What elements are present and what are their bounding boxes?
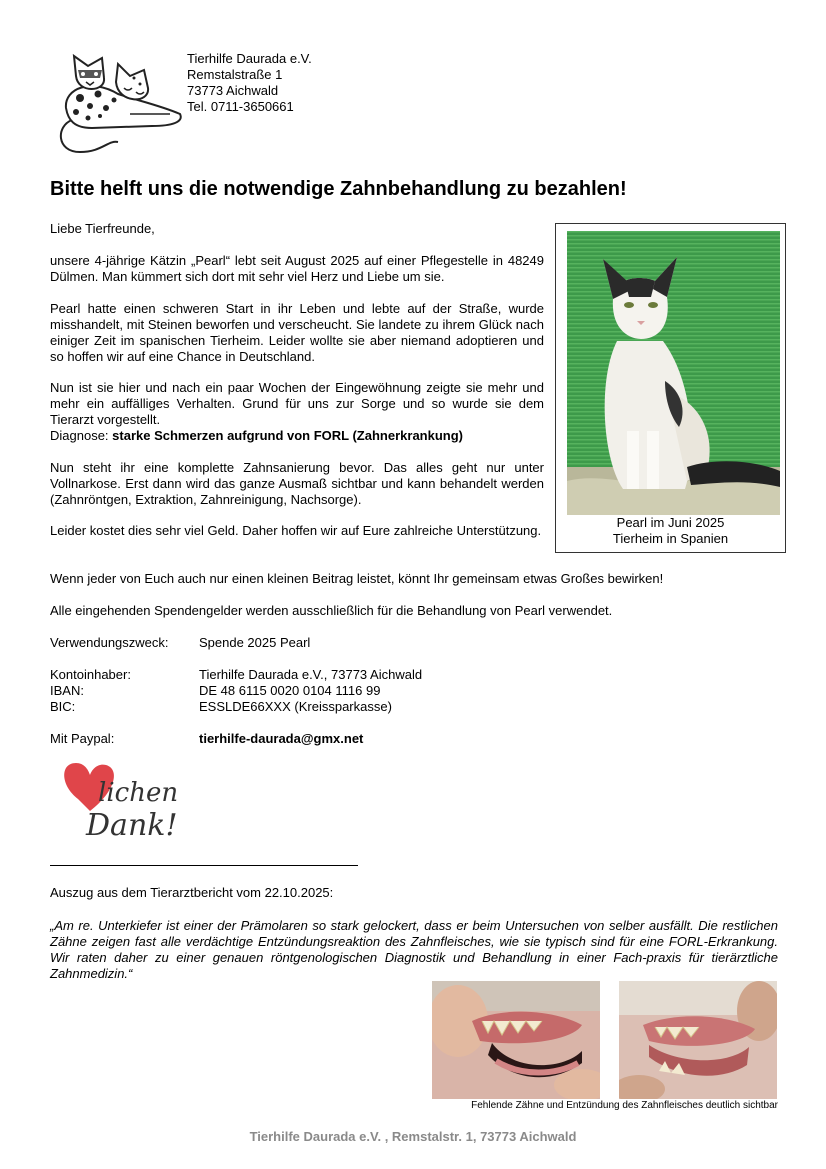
paragraph-4: Nun steht ihr eine komplette Zahnsanierung bevor. Das alles geht nur unter Vollnarkose. Erst dann wird das ganze Ausmaß sichtbar und kann behandelt werden (Zahnröntgen, Extraktion, Zahnreinigung, Nachsorge). (50, 460, 544, 507)
photo-caption-line-1: Pearl im Juni 2025 (616, 515, 725, 530)
paragraph-5: Leider kostet dies sehr viel Geld. Daher hoffen wir auf Eure zahlreiche Unterstützung. (50, 523, 542, 538)
thanks-signature (56, 757, 196, 847)
bic-label: BIC: (50, 699, 76, 714)
diagnosis-label: Diagnose: (50, 428, 109, 443)
photo-caption-line-2: Tierheim in Spanien (612, 531, 729, 546)
page-title: Bitte helft uns die notwendige Zahnbehandlung zu bezahlen! (50, 178, 627, 200)
teeth-photo-caption: Fehlende Zähne und Entzündung des Zahnfleisches deutlich sichtbar (471, 1100, 778, 1111)
org-name: Tierhilfe Daurada e.V. (187, 51, 312, 66)
teeth-photo-1 (432, 981, 600, 1099)
diagnosis-value: starke Schmerzen aufgrund von FORL (Zahnerkrankung) (112, 428, 463, 443)
paragraph-3 (50, 380, 544, 444)
cat-photo (567, 231, 780, 515)
divider-line (50, 865, 358, 866)
page-footer: Tierhilfe Daurada e.V. , Remstalstr. 1, 73773 Aichwald (249, 1129, 577, 1144)
teeth-photo-2 (619, 981, 777, 1099)
paragraph-6: Wenn jeder von Euch auch nur einen kleinen Beitrag leistet, könnt Ihr gemeinsam etwas Großes bewirken! (50, 571, 664, 586)
street: Remstalstraße 1 (187, 67, 283, 82)
purpose-value: Spende 2025 Pearl (199, 635, 311, 650)
vet-report-heading: Auszug aus dem Tierarztbericht vom 22.10.2025: (50, 885, 334, 900)
iban-value: DE 48 6115 0020 0104 1116 99 (199, 683, 381, 698)
paypal-label: Mit Paypal: (50, 731, 115, 746)
bic-value: ESSLDE66XXX (Kreissparkasse) (199, 699, 392, 714)
city: 73773 Aichwald (187, 83, 279, 98)
greeting: Liebe Tierfreunde, (50, 221, 155, 236)
paragraph-7: Alle eingehenden Spendengelder werden ausschließlich für die Behandlung von Pearl verwendet. (50, 603, 613, 618)
cat-photo-frame (555, 223, 786, 553)
signature-line-1: lichen (98, 778, 179, 808)
paragraph-2: Pearl hatte einen schweren Start in ihr Leben und lebte auf der Straße, wurde misshandelt, mit Steinen beworfen und verscheucht. Sie landete zu ihrem Glück nach einiger Zeit im spanischen Tierheim. Leider wollte sie aber niemand adoptieren und so hoffen wir auf eine Chance in Deutschland. (50, 301, 544, 364)
sender-address (187, 51, 312, 115)
vet-report-quote: „Am re. Unterkiefer ist einer der Prämolaren so stark gelockert, dass er beim Untersuchen von selber ausfällt. Die restlichen Zähne zeigen fast alle verdächtige Entzündungsreaktion des Zahnfleisches, wie sie typisch sind für eine FORL-Erkrankung. Wir raten daher zu einer genauen röntgenologischen Diagnostik und Behandlung in einer Fach-praxis für tierärztliche Zahnmedizin.“ (50, 918, 778, 981)
purpose-label: Verwendungszweck: (50, 635, 169, 650)
iban-label: IBAN: (50, 683, 84, 698)
phone: Tel. 0711-3650661 (187, 99, 294, 114)
paypal-value: tierhilfe-daurada@gmx.net (199, 731, 364, 746)
holder-value: Tierhilfe Daurada e.V., 73773 Aichwald (199, 667, 423, 682)
paragraph-1: unsere 4-jährige Kätzin „Pearl“ lebt seit August 2025 auf einer Pflegestelle in 48249 Dülmen. Man kümmert sich dort mit sehr viel Herz und Liebe um sie. (50, 253, 544, 284)
cats-logo (52, 48, 184, 158)
diagnosis-line (50, 428, 544, 444)
paragraph-3-text: Nun ist sie hier und nach ein paar Wochen der Eingewöhnung zeigte sie mehr und mehr ein auffälliges Verhalten. Grund für uns zur Sorge und so wurde sie dem Tierarzt vorgestellt. (50, 380, 544, 427)
signature-line-2: Dank! (86, 808, 178, 843)
holder-label: Kontoinhaber: (50, 667, 131, 682)
